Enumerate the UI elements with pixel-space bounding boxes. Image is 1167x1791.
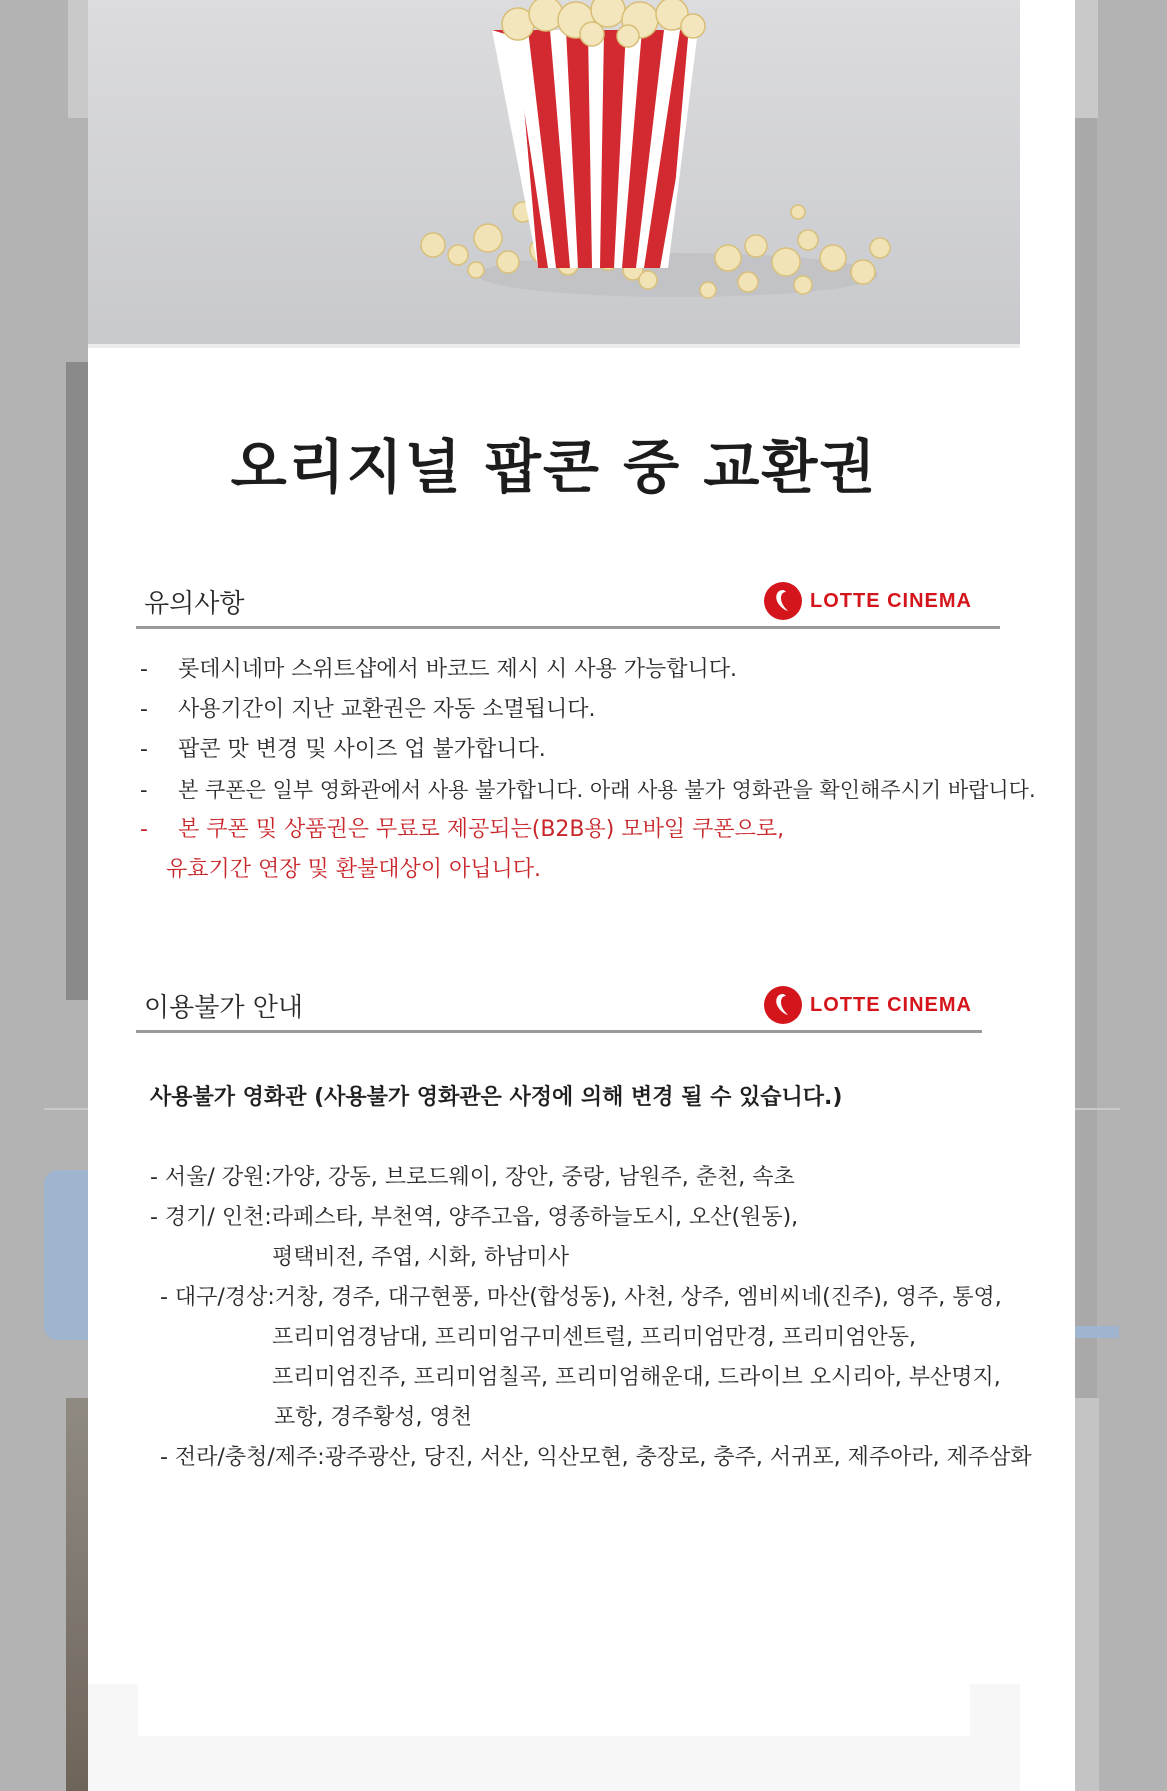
lotte-logo-icon	[764, 986, 802, 1024]
list-dash: -	[140, 817, 148, 842]
region-line-cont	[150, 1318, 1030, 1358]
image-footer-inner	[138, 1684, 970, 1736]
brand-logo	[764, 986, 972, 1024]
background-bar	[1075, 1326, 1119, 1338]
hero-divider	[88, 344, 1020, 348]
region-line: 포항, 경주황성, 영천	[274, 1405, 472, 1430]
restriction-section-header	[136, 986, 982, 1033]
region-item	[150, 1198, 1030, 1238]
notice-section-header	[136, 582, 1000, 629]
warning-text-cont: 유효기간 연장 및 환불대상이 아닙니다.	[166, 857, 541, 882]
brand-name: LOTTE CINEMA	[810, 993, 972, 1016]
list-text: 롯데시네마 스위트샵에서 바코드 제시 시 사용 가능합니다.	[178, 657, 738, 682]
region-line: 프리미엄경남대, 프리미엄구미센트럴, 프리미엄만경, 프리미엄안동,	[272, 1325, 917, 1350]
region-item	[150, 1278, 1030, 1318]
lotte-logo-icon	[764, 582, 802, 620]
popcorn-bucket-icon	[88, 0, 1020, 344]
page-title: 오리지널 팝콘 중 교환권	[230, 433, 878, 501]
region-cinemas	[272, 1198, 1030, 1238]
region-item	[150, 1158, 1030, 1198]
region-line: 프리미엄진주, 프리미엄칠곡, 프리미엄해운대, 드라이브 오시리아, 부산명지,	[272, 1365, 1001, 1390]
notice-list	[140, 650, 1036, 890]
list-text: 사용기간이 지난 교환권은 자동 소멸됩니다.	[178, 697, 596, 722]
region-line-cont	[150, 1358, 1030, 1398]
region-line: 라페스타, 부천역, 양주고읍, 영종하늘도시, 오산(원동),	[271, 1205, 799, 1230]
background-photo	[66, 1398, 90, 1791]
list-dash: -	[140, 737, 148, 762]
region-name: - 대구/경상:	[160, 1285, 275, 1310]
region-name: - 서울/ 강원:	[150, 1165, 272, 1190]
list-dash: -	[140, 778, 148, 802]
region-cinemas	[275, 1278, 1030, 1318]
region-line: 평택비전, 주엽, 시화, 하남미사	[272, 1245, 569, 1270]
region-cinemas	[325, 1438, 1032, 1478]
region-name: - 전라/충청/제주:	[160, 1445, 325, 1470]
brand-name: LOTTE CINEMA	[810, 589, 972, 612]
region-cinemas	[272, 1158, 1030, 1198]
region-line: 거창, 경주, 대구현풍, 마산(합성동), 사천, 상주, 엠비씨네(진주), 영주, 통영,	[274, 1285, 1002, 1310]
region-line: 광주광산, 당진, 서산, 익산모현, 충장로, 충주, 서귀포, 제주아라, 제주삼화	[324, 1445, 1032, 1470]
hero-image	[88, 0, 1020, 344]
warning-text: 본 쿠폰 및 상품권은 무료로 제공되는(B2B용) 모바일 쿠폰으로,	[178, 817, 785, 842]
list-item	[140, 650, 1020, 690]
region-line: 가양, 강동, 브로드웨이, 장안, 중랑, 남원주, 춘천, 속초	[271, 1165, 795, 1190]
region-name: - 경기/ 인천:	[150, 1205, 272, 1230]
background-card	[66, 362, 88, 1000]
list-dash: -	[140, 657, 148, 682]
brand-logo	[764, 582, 972, 620]
warning-item	[140, 810, 1020, 850]
restricted-cinema-list	[150, 1158, 1030, 1478]
list-text: 팝콘 맛 변경 및 사이즈 업 불가합니다.	[178, 737, 546, 762]
region-line-cont	[150, 1238, 1030, 1278]
region-line-cont	[150, 1398, 1030, 1438]
restriction-subtitle: 사용불가 영화관 (사용불가 영화관은 사정에 의해 변경 될 수 있습니다.)	[150, 1085, 843, 1110]
notice-heading: 유의사항	[144, 589, 245, 619]
background-photo-right	[1075, 1398, 1099, 1791]
list-item	[140, 730, 1020, 770]
list-item	[140, 690, 1020, 730]
coupon-detail-image[interactable]	[88, 0, 1075, 1791]
region-item	[150, 1438, 1030, 1478]
list-text: 본 쿠폰은 일부 영화관에서 사용 불가합니다. 아래 사용 불가 영화관을 확인해주시기 바랍니다.	[178, 778, 1036, 802]
restriction-heading: 이용불가 안내	[144, 993, 303, 1023]
list-item	[140, 770, 1036, 810]
list-dash: -	[140, 697, 148, 722]
